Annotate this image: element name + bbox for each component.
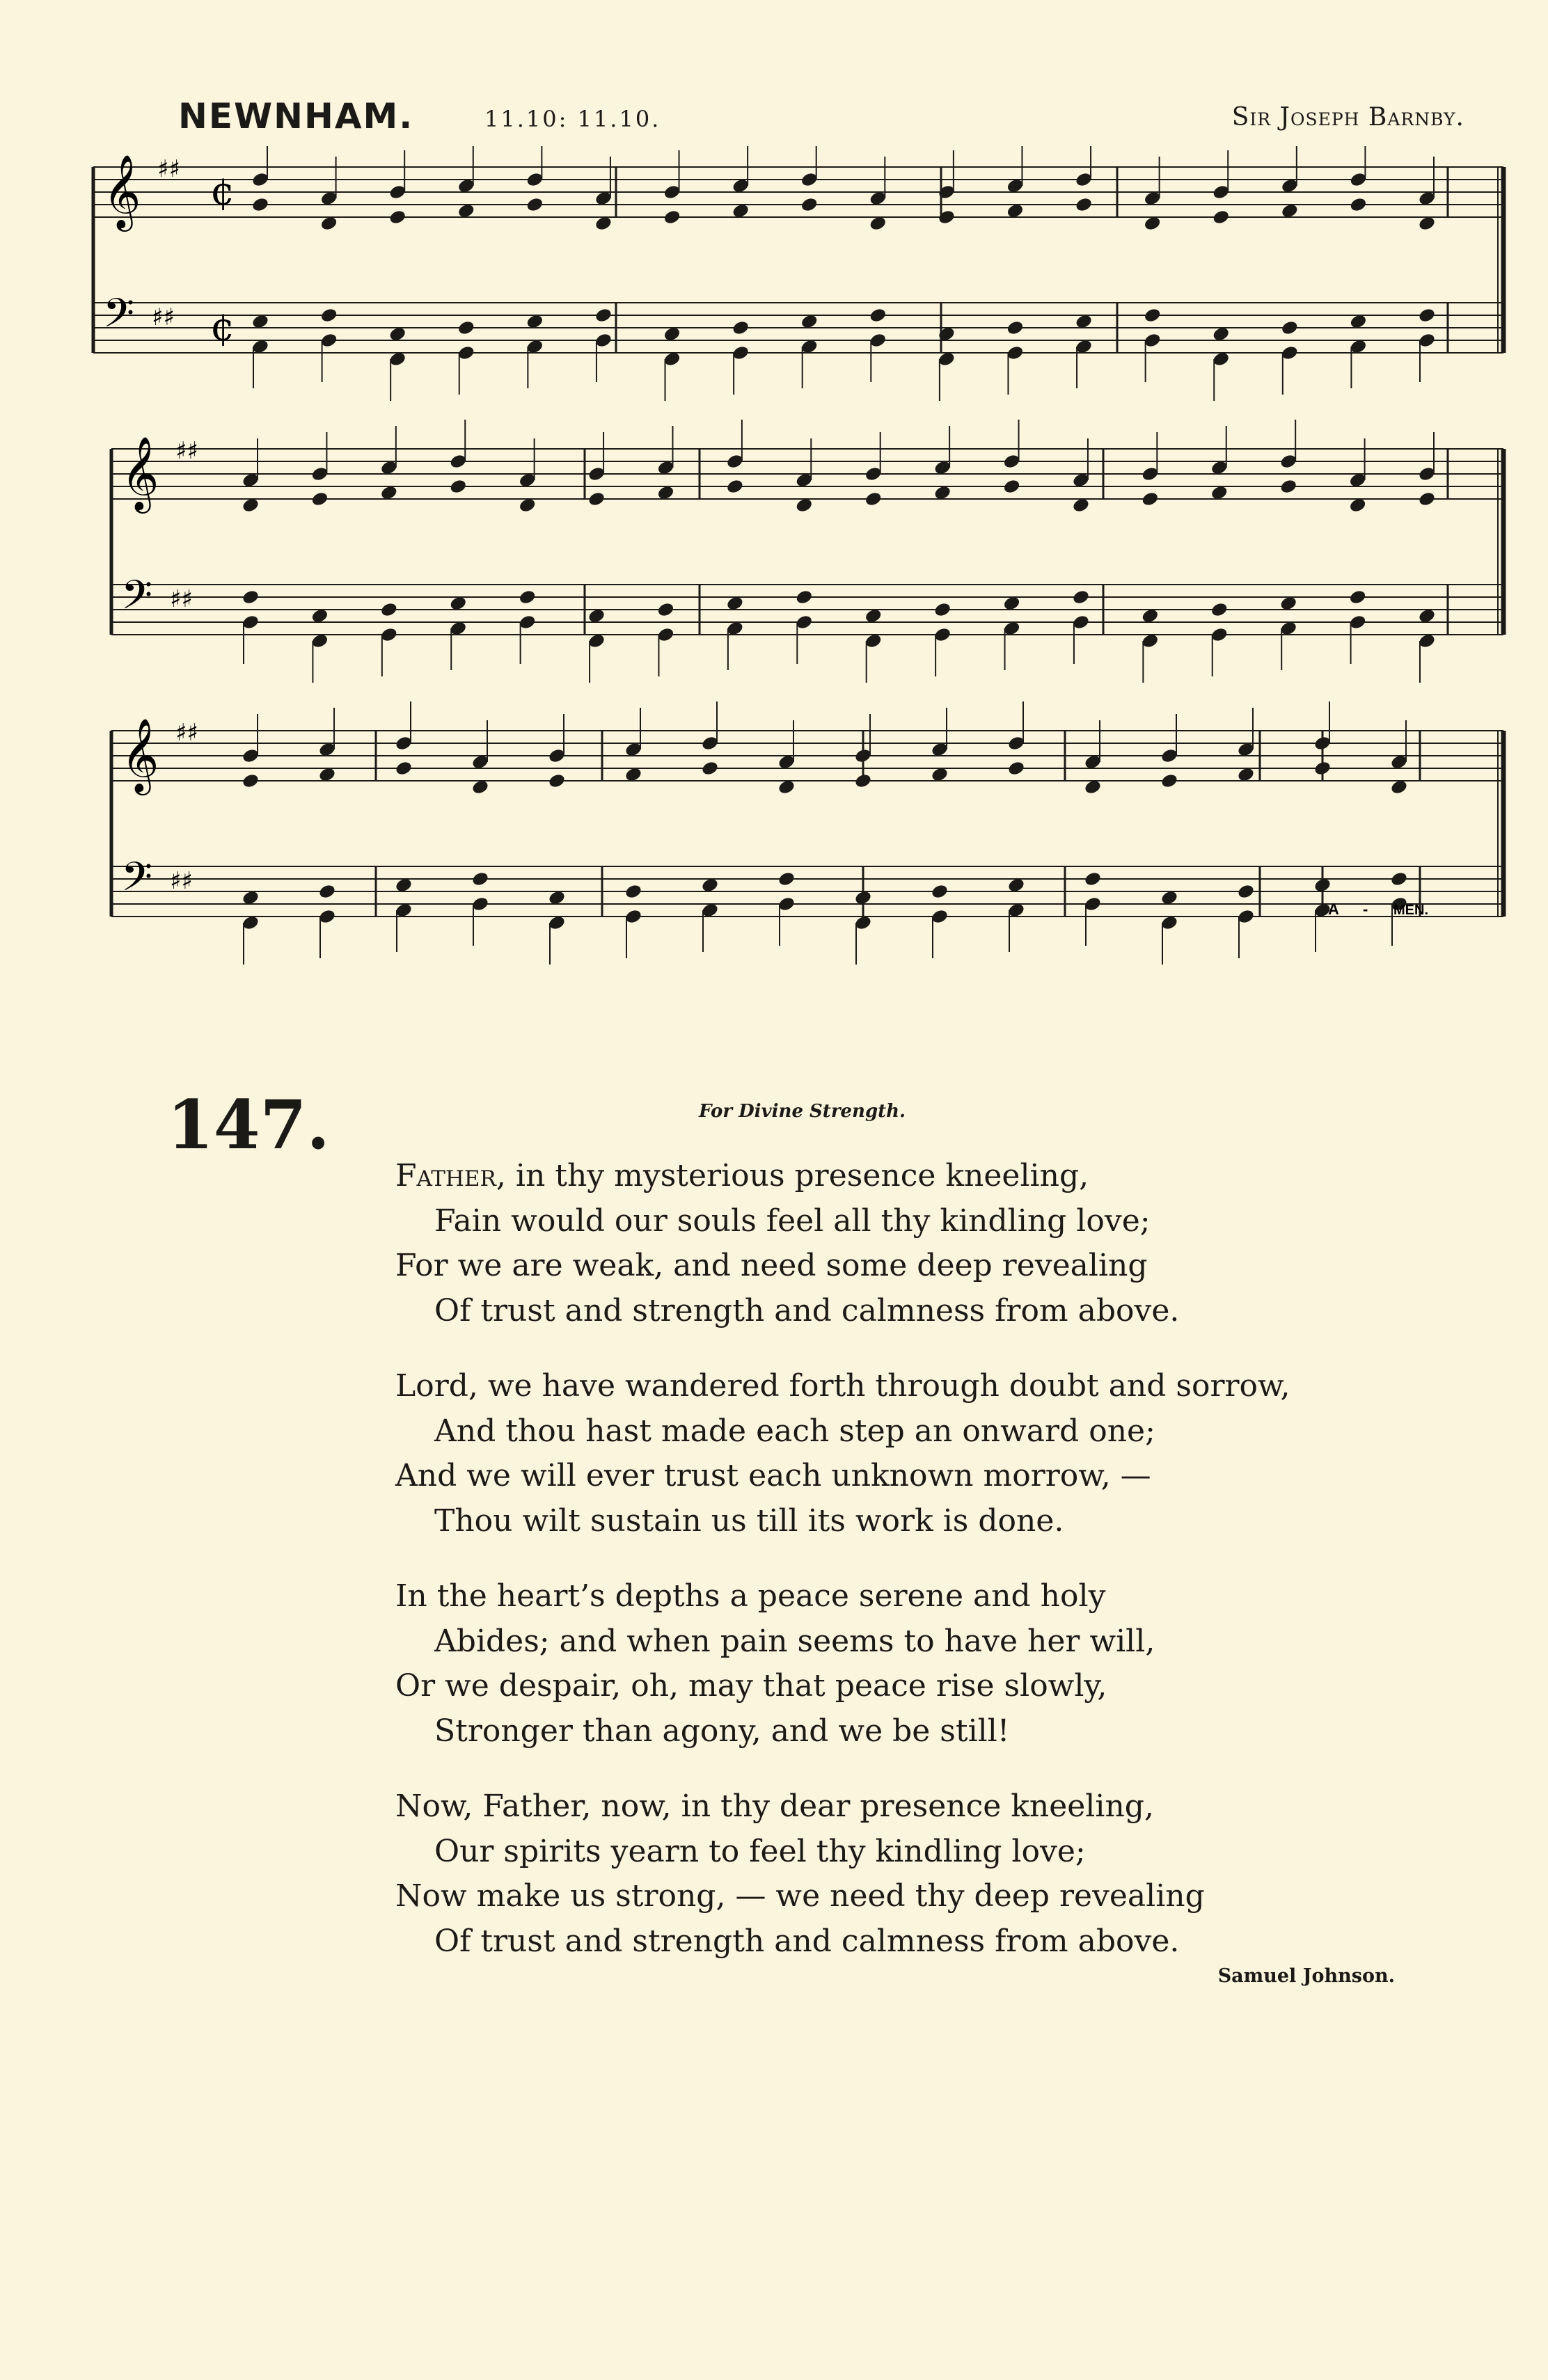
- first-word: Father,: [395, 1158, 506, 1193]
- verse-line: And thou hast made each step an onward one;: [434, 1413, 1155, 1449]
- note-head: [624, 883, 643, 900]
- note-head: [594, 307, 613, 324]
- note-head: [449, 478, 468, 495]
- verse-line: Fain would our souls feel all thy kindling love;: [434, 1203, 1151, 1239]
- note-head: [732, 319, 750, 336]
- tune-header: [178, 96, 1464, 145]
- time-signature: ¢: [210, 305, 235, 350]
- note-head: [1348, 589, 1367, 605]
- verse-line: Thou wilt sustain us till its work is done.: [434, 1502, 1064, 1539]
- note-head: [1237, 883, 1256, 900]
- composer: Sir Joseph Barnby.: [1231, 103, 1464, 132]
- verse-line: Or we despair, oh, may that peace rise slowly,: [395, 1668, 1107, 1704]
- note-head: [1141, 491, 1160, 507]
- note-head: [656, 601, 675, 618]
- note-head: [933, 601, 952, 618]
- note-head: [800, 196, 819, 213]
- key-signature: ♯♯: [152, 303, 175, 331]
- note-head: [526, 196, 544, 213]
- note-head: [777, 871, 796, 887]
- stanza-3: [395, 1574, 1290, 1754]
- bass-clef: 𝄢: [103, 289, 135, 347]
- bass-clef: 𝄢: [121, 571, 153, 628]
- key-signature: ♯♯: [175, 719, 198, 747]
- note-head: [1418, 491, 1437, 507]
- amen-men: men.: [1393, 903, 1428, 918]
- verse-line: Father, in thy mysterious presence kneeling,: [395, 1158, 1089, 1193]
- note-head: [1075, 196, 1093, 213]
- key-signature: ♯♯: [170, 867, 193, 895]
- note-head: [1143, 307, 1162, 324]
- note-head: [1390, 871, 1409, 887]
- note-head: [1006, 319, 1025, 336]
- treble-clef: 𝄞: [103, 154, 141, 228]
- meter: 11.10: 11.10.: [484, 106, 661, 132]
- note-head: [1084, 871, 1103, 887]
- hymn-text: [395, 1154, 1290, 1994]
- hymn-number: 147.: [167, 1086, 330, 1164]
- verse-line: In the heart’s depths a peace serene and holy: [395, 1578, 1106, 1614]
- note-head: [1280, 319, 1299, 336]
- note-head: [388, 209, 407, 225]
- note-head: [1007, 760, 1026, 777]
- note-head: [795, 589, 814, 605]
- note-head: [1160, 772, 1179, 789]
- amen-dash: -: [1363, 901, 1368, 918]
- treble-clef: 𝄞: [121, 717, 159, 792]
- note-head: [1313, 760, 1332, 777]
- note-head: [1279, 478, 1298, 495]
- note-head: [251, 196, 270, 213]
- note-head: [869, 307, 887, 324]
- music-score: [84, 146, 1510, 1030]
- verse-line: Of trust and strength and calmness from above.: [434, 1292, 1180, 1328]
- note-head: [395, 760, 413, 777]
- verse-line: Stronger than agony, and we be still!: [434, 1713, 1010, 1749]
- bass-clef: 𝄢: [121, 853, 153, 910]
- note-head: [864, 491, 883, 507]
- verse-line: Our spirits yearn to feel thy kindling love;: [434, 1833, 1086, 1869]
- time-signature: ¢: [210, 169, 235, 214]
- hymn-heading: For Divine Strength.: [699, 1101, 906, 1122]
- note-head: [587, 491, 606, 507]
- note-head: [518, 589, 537, 605]
- verse-line: Now make us strong, — we need thy deep revealing: [395, 1878, 1205, 1914]
- note-head: [1212, 209, 1231, 225]
- note-head: [1210, 601, 1229, 618]
- note-head: [701, 760, 720, 777]
- tune-name: NEWNHAM.: [178, 96, 414, 136]
- note-head: [663, 209, 681, 225]
- treble-clef: 𝄞: [121, 436, 159, 510]
- verse-line: And we will ever trust each unknown morrow, —: [395, 1458, 1151, 1493]
- stanza-4: [395, 1784, 1290, 1964]
- key-signature: ♯♯: [170, 585, 193, 613]
- note-head: [1349, 196, 1368, 213]
- note-head: [854, 772, 873, 789]
- author: Samuel Johnson.: [1217, 1965, 1395, 1987]
- note-head: [457, 319, 475, 336]
- stanza-2: [395, 1364, 1290, 1544]
- key-signature: ♯♯: [157, 155, 180, 183]
- note-head: [379, 601, 398, 618]
- note-head: [1072, 589, 1091, 605]
- verse-line: Of trust and strength and calmness from above.: [434, 1923, 1180, 1959]
- note-head: [548, 772, 567, 789]
- note-head: [318, 883, 337, 900]
- amen-a: A: [1328, 901, 1339, 918]
- verse-line: Now, Father, now, in thy dear presence kneeling,: [395, 1788, 1154, 1824]
- note-head: [242, 772, 260, 789]
- note-head: [931, 883, 949, 900]
- note-head: [471, 871, 490, 887]
- stanza-1: [395, 1154, 1290, 1333]
- verse-line: For we are weak, and need some deep revealing: [395, 1248, 1148, 1283]
- verse-line: Lord, we have wandered forth through doubt and sorrow,: [395, 1368, 1290, 1404]
- note-head: [726, 478, 745, 495]
- note-head: [310, 491, 329, 507]
- note-head: [319, 307, 338, 324]
- note-head: [1418, 307, 1437, 324]
- note-head: [242, 589, 260, 605]
- verse-line: Abides; and when pain seems to have her will,: [434, 1623, 1155, 1659]
- note-head: [1002, 478, 1021, 495]
- key-signature: ♯♯: [175, 437, 198, 465]
